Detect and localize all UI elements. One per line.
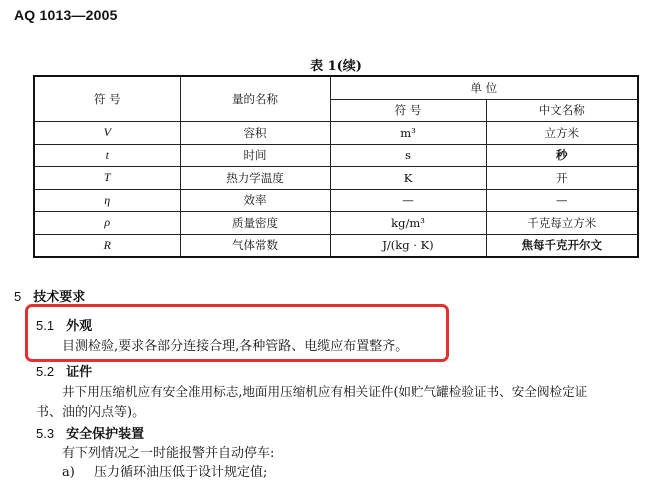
list-marker: a): [62, 465, 75, 480]
cell-quantity: 容积: [180, 122, 330, 145]
section-title: 证件: [66, 365, 93, 380]
head-unit-symbol: 符 号: [330, 99, 486, 122]
section-title: 安全保护装置: [66, 427, 145, 442]
head-unit-name: 中文名称: [486, 99, 638, 122]
section-title: 外观: [66, 319, 93, 334]
section-number: 5.2: [36, 364, 55, 379]
cell-unit-symbol: m³: [330, 122, 486, 145]
table-row: [34, 167, 638, 190]
cell-unit-name: 焦每千克开尔文: [486, 234, 638, 257]
cell-quantity: 气体常数: [180, 234, 330, 257]
section-5-3-text: 有下列情况之一时能报警并自动停车:: [62, 446, 275, 461]
table-head-row: [34, 76, 638, 99]
head-symbol: 符 号: [34, 76, 180, 122]
table-caption: 表 1(续): [310, 59, 362, 74]
cell-unit-name: 千克每立方米: [486, 212, 638, 235]
cell-symbol: R: [34, 234, 180, 257]
section-number: 5.3: [36, 426, 55, 441]
cell-unit-name: —: [486, 189, 638, 212]
section-5-2-text-line2: 书、油的闪点等)。: [36, 405, 146, 420]
table-row: [34, 144, 638, 167]
cell-unit-name: 秒: [486, 144, 638, 167]
section-title: 技术要求: [33, 290, 86, 305]
cell-unit-symbol: J/(kg · K): [330, 234, 486, 257]
cell-quantity: 质量密度: [180, 212, 330, 235]
cell-symbol: T: [34, 167, 180, 190]
cell-quantity: 效率: [180, 189, 330, 212]
cell-symbol: t: [34, 144, 180, 167]
cell-unit-symbol: K: [330, 167, 486, 190]
cell-quantity: 时间: [180, 144, 330, 167]
cell-quantity: 热力学温度: [180, 167, 330, 190]
cell-unit-name: 开: [486, 167, 638, 190]
cell-unit-symbol: —: [330, 189, 486, 212]
list-item-a: [62, 461, 267, 480]
cell-unit-name: 立方米: [486, 122, 638, 145]
section-5-2-text-line1: 井下用压缩机应有安全准用标志,地面用压缩机应有相关证件(如贮气罐检验证书、安全阀检定证: [62, 384, 588, 399]
cell-unit-symbol: kg/m³: [330, 212, 486, 235]
units-table: [33, 75, 639, 258]
section-5-1-text: 目测检验,要求各部分连接合理,各种管路、电缆应布置整齐。: [62, 339, 409, 354]
section-5-2-heading: [36, 361, 92, 380]
table-row: [34, 234, 638, 257]
table-row: [34, 212, 638, 235]
table-row: [34, 122, 638, 145]
section-number: 5: [14, 289, 22, 304]
table-row: [34, 189, 638, 212]
cell-symbol: V: [34, 122, 180, 145]
section-number: 5.1: [36, 318, 55, 333]
cell-symbol: ρ: [34, 212, 180, 235]
section-5-1-heading: [36, 315, 92, 334]
head-quantity-name: 量的名称: [180, 76, 330, 122]
list-item-text: 压力循环油压低于设计规定值;: [94, 465, 268, 480]
standard-code: AQ 1013—2005: [14, 7, 118, 23]
section-5-3-heading: [36, 423, 144, 442]
cell-symbol: η: [34, 189, 180, 212]
cell-unit-symbol: s: [330, 144, 486, 167]
head-unit-group: 单 位: [330, 76, 638, 99]
section-5-heading: [14, 286, 85, 305]
